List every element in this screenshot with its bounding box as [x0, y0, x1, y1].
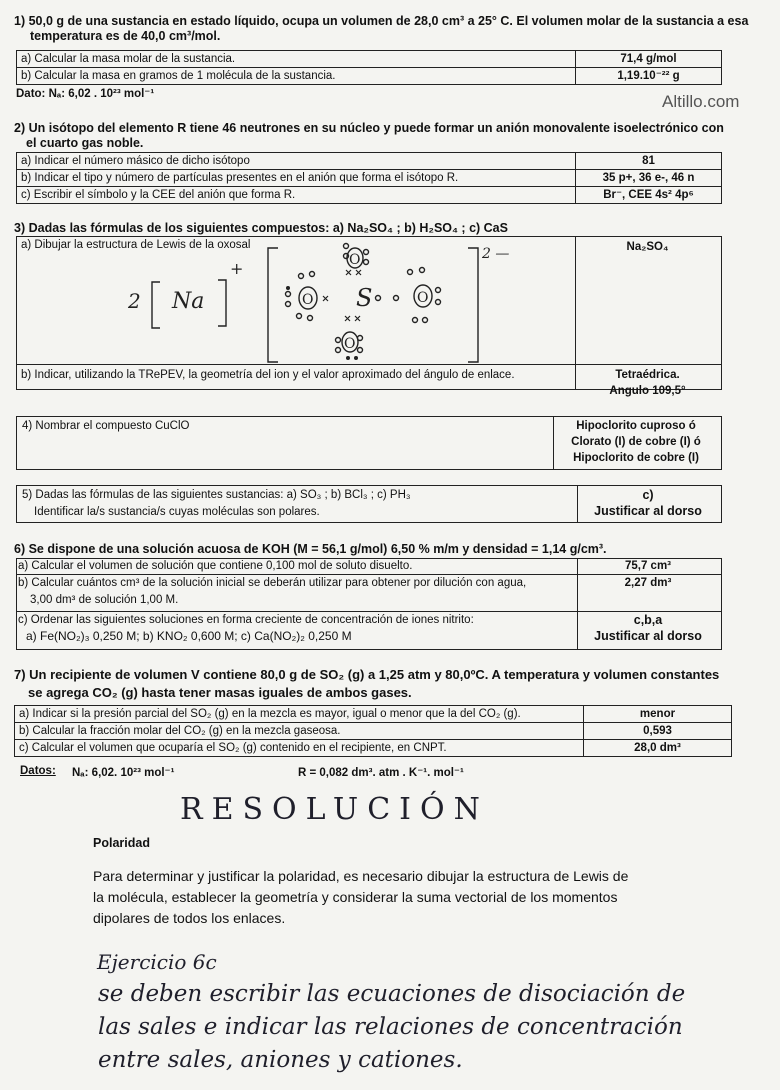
q7-c-label: c) Calcular el volumen que ocuparía el SO₂ (g) contenido en el recipiente, en CNPT.	[15, 740, 584, 757]
q4-answer-line1: Hipoclorito cuproso ó	[576, 420, 696, 432]
q6-a-answer: 75,7 cm³	[624, 560, 672, 572]
q5-answer	[577, 487, 719, 519]
q3-heading: 3) Dadas las fórmulas de los siguientes compuestos: a) Na₂SO₄ ; b) H₂SO₄ ; c) CaS	[14, 221, 508, 235]
ejercicio-text	[98, 978, 768, 1077]
q7-c-answer: 28,0 dm³	[584, 740, 732, 757]
q5-answer-line1: c)	[642, 488, 654, 502]
q2-heading-line1: 2) Un isótopo del elemento R tiene 46 neutrones en su núcleo y puede formar un anión monovalente isoelectrónico con	[14, 121, 724, 135]
q2-a-answer: 81	[576, 153, 722, 170]
table-row	[17, 51, 722, 68]
q7-b-label: b) Calcular la fracción molar del CO₂ (g) en la mezcla gaseosa.	[15, 723, 584, 740]
q6-c-answer	[577, 612, 719, 644]
q2-a-label: a) Indicar el número másico de dicho isótopo	[17, 153, 576, 170]
q5-label-line2: Identificar la/s sustancia/s cuyas moléculas son polares.	[34, 506, 320, 518]
q3-b-answer-line1: Tetraédrica.	[615, 369, 680, 381]
polaridad-line1: Para determinar y justificar la polaridad, es necesario dibujar la estructura de Lewis de	[93, 868, 629, 884]
q2-heading-line2: el cuarto gas noble.	[26, 136, 144, 150]
lewis-oxygen-2: O	[302, 292, 314, 308]
q6-a-label: a) Calcular el volumen de solución que contiene 0,100 mol de soluto disuelto.	[18, 560, 413, 572]
q1-table	[16, 50, 722, 85]
lewis-coef: 2	[128, 289, 141, 313]
lewis-structure-drawing	[120, 240, 560, 370]
q5-answer-line2: Justificar al dorso	[594, 504, 702, 518]
ejercicio-line3: entre sales, aniones y cationes.	[98, 1047, 463, 1073]
q6-c-label-line1: c) Ordenar las siguientes soluciones en forma creciente de concentración de iones nitrito:	[18, 614, 474, 626]
ejercicio-line2: las sales e indicar las relaciones de concentración	[98, 1014, 683, 1040]
lewis-charge: 2 —	[482, 246, 510, 262]
cation-bracket-right	[218, 280, 226, 326]
q7-datos-r: R = 0,082 dm³. atm . K⁻¹. mol⁻¹	[298, 767, 464, 779]
q2-b-answer: 35 p+, 36 e-, 46 n	[576, 170, 722, 187]
anion-bracket-right	[468, 248, 478, 362]
q7-heading-line1: 7) Un recipiente de volumen V contiene 80,0 g de SO₂ (g) a 1,25 atm y 80,0ºC. A temperatura y volumen constantes	[14, 667, 720, 682]
q4-answer-line3: Hipoclorito de cobre (I)	[573, 452, 699, 464]
table-row	[15, 723, 732, 740]
q6-b-label	[18, 576, 526, 607]
polaridad-line3: dipolares de todos los enlaces.	[93, 910, 286, 926]
q7-heading	[14, 667, 776, 700]
q6-heading: 6) Se dispone de una solución acuosa de KOH (M = 56,1 g/mol) 6,50 % m/m y densidad = 1,14 g/cm³.	[14, 542, 607, 556]
polaridad-text	[93, 866, 693, 929]
q4-label: 4) Nombrar el compuesto CuClO	[22, 420, 190, 432]
q6-c-label	[18, 613, 474, 643]
q7-heading-line2: se agrega CO₂ (g) hasta tener masas iguales de ambos gases.	[28, 685, 412, 700]
q6-b-answer: 2,27 dm³	[624, 577, 672, 589]
polaridad-title: Polaridad	[93, 836, 150, 850]
lewis-oxygen-1: O	[349, 252, 361, 268]
q6-c-answer-line2: Justificar al dorso	[594, 629, 702, 643]
table-row	[15, 706, 732, 723]
q6-c-label-line2: a) Fe(NO₂)₃ 0,250 M; b) KNO₂ 0,600 M; c) Ca(NO₂)₂ 0,250 M	[26, 629, 352, 643]
lewis-sulfur: S	[356, 284, 373, 312]
q6-b-label-line2: 3,00 dm³ de solución 1,00 M.	[30, 594, 179, 606]
q4-answer	[553, 418, 719, 466]
q5-label	[22, 488, 411, 519]
q4-answer-line2: Clorato (I) de cobre (I) ó	[571, 436, 701, 448]
q3-a-answer: Na₂SO₄	[626, 241, 669, 253]
q7-datos-label: Datos:	[20, 765, 56, 777]
q2-b-label: b) Indicar el tipo y número de partículas presentes en el anión que forma el isótopo R.	[17, 170, 576, 187]
table-row	[15, 740, 732, 757]
q1-b-answer: 1,19.10⁻²² g	[576, 68, 722, 85]
q2-c-answer: Br⁻, CEE 4s² 4p⁶	[576, 187, 722, 204]
table-row	[17, 153, 722, 170]
q7-table	[14, 705, 732, 757]
ejercicio-line1: se deben escribir las ecuaciones de disociación de	[98, 981, 686, 1007]
table-row	[17, 68, 722, 85]
ejercicio-title: Ejercicio 6c	[97, 950, 217, 974]
table-row	[17, 187, 722, 204]
lewis-plus: +	[230, 259, 244, 278]
cation-bracket-left	[152, 282, 160, 328]
resolucion-title: RESOLUCIÓN	[180, 792, 489, 827]
q1-heading-line1: 1) 50,0 g de una sustancia en estado líquido, ocupa un volumen de 28,0 cm³ a 25° C. El volumen molar de la sustancia a esa	[14, 14, 749, 28]
q2-heading	[14, 121, 774, 151]
polaridad-line2: la molécula, establecer la geometría y considerar la suma vectorial de los momentos	[93, 889, 618, 905]
q3-b-label: b) Indicar, utilizando la TRePEV, la geometría del ion y el valor aproximado del ángulo de enlace.	[21, 369, 515, 381]
q2-c-label: c) Escribir el símbolo y la CEE del anión que forma R.	[17, 187, 576, 204]
q1-datos: Dato: Nₐ: 6,02 . 10²³ mol⁻¹	[16, 88, 155, 100]
q3-b-answer-line2: Angulo 109,5°	[609, 385, 686, 397]
table-row	[17, 170, 722, 187]
watermark: Altillo.com	[662, 92, 740, 111]
q7-a-label: a) Indicar si la presión parcial del SO₂ (g) en la mezcla es mayor, igual o menor que la del CO₂ (g).	[15, 706, 584, 723]
q6-b-label-line1: b) Calcular cuántos cm³ de la solución inicial se deberán utilizar para obtener por dilución con agua,	[18, 577, 527, 589]
q2-table	[16, 152, 722, 204]
q1-heading-line2: temperatura es de 40,0 cm³/mol.	[30, 29, 221, 43]
q7-datos-na: Nₐ: 6,02. 10²³ mol⁻¹	[72, 767, 175, 779]
lewis-oxygen-4: O	[344, 336, 356, 352]
q3-a-label: a) Dibujar la estructura de Lewis de la oxosal	[21, 239, 251, 251]
q6-c-answer-line1: c,b,a	[633, 613, 663, 627]
lewis-oxygen-3: O	[417, 290, 429, 306]
q1-b-label: b) Calcular la masa en gramos de 1 molécula de la sustancia.	[17, 68, 576, 85]
lewis-cation: Na	[172, 289, 205, 314]
q7-a-answer: menor	[584, 706, 732, 723]
q5-label-line1: 5) Dadas las fórmulas de las siguientes sustancias: a) SO₃ ; b) BCl₃ ; c) PH₃	[22, 489, 411, 501]
q7-b-answer: 0,593	[584, 723, 732, 740]
q1-a-answer: 71,4 g/mol	[576, 51, 722, 68]
q1-a-label: a) Calcular la masa molar de la sustancia.	[17, 51, 576, 68]
anion-bracket-left	[268, 248, 278, 362]
q3-b-answer	[576, 368, 719, 398]
q1-heading	[14, 14, 774, 44]
